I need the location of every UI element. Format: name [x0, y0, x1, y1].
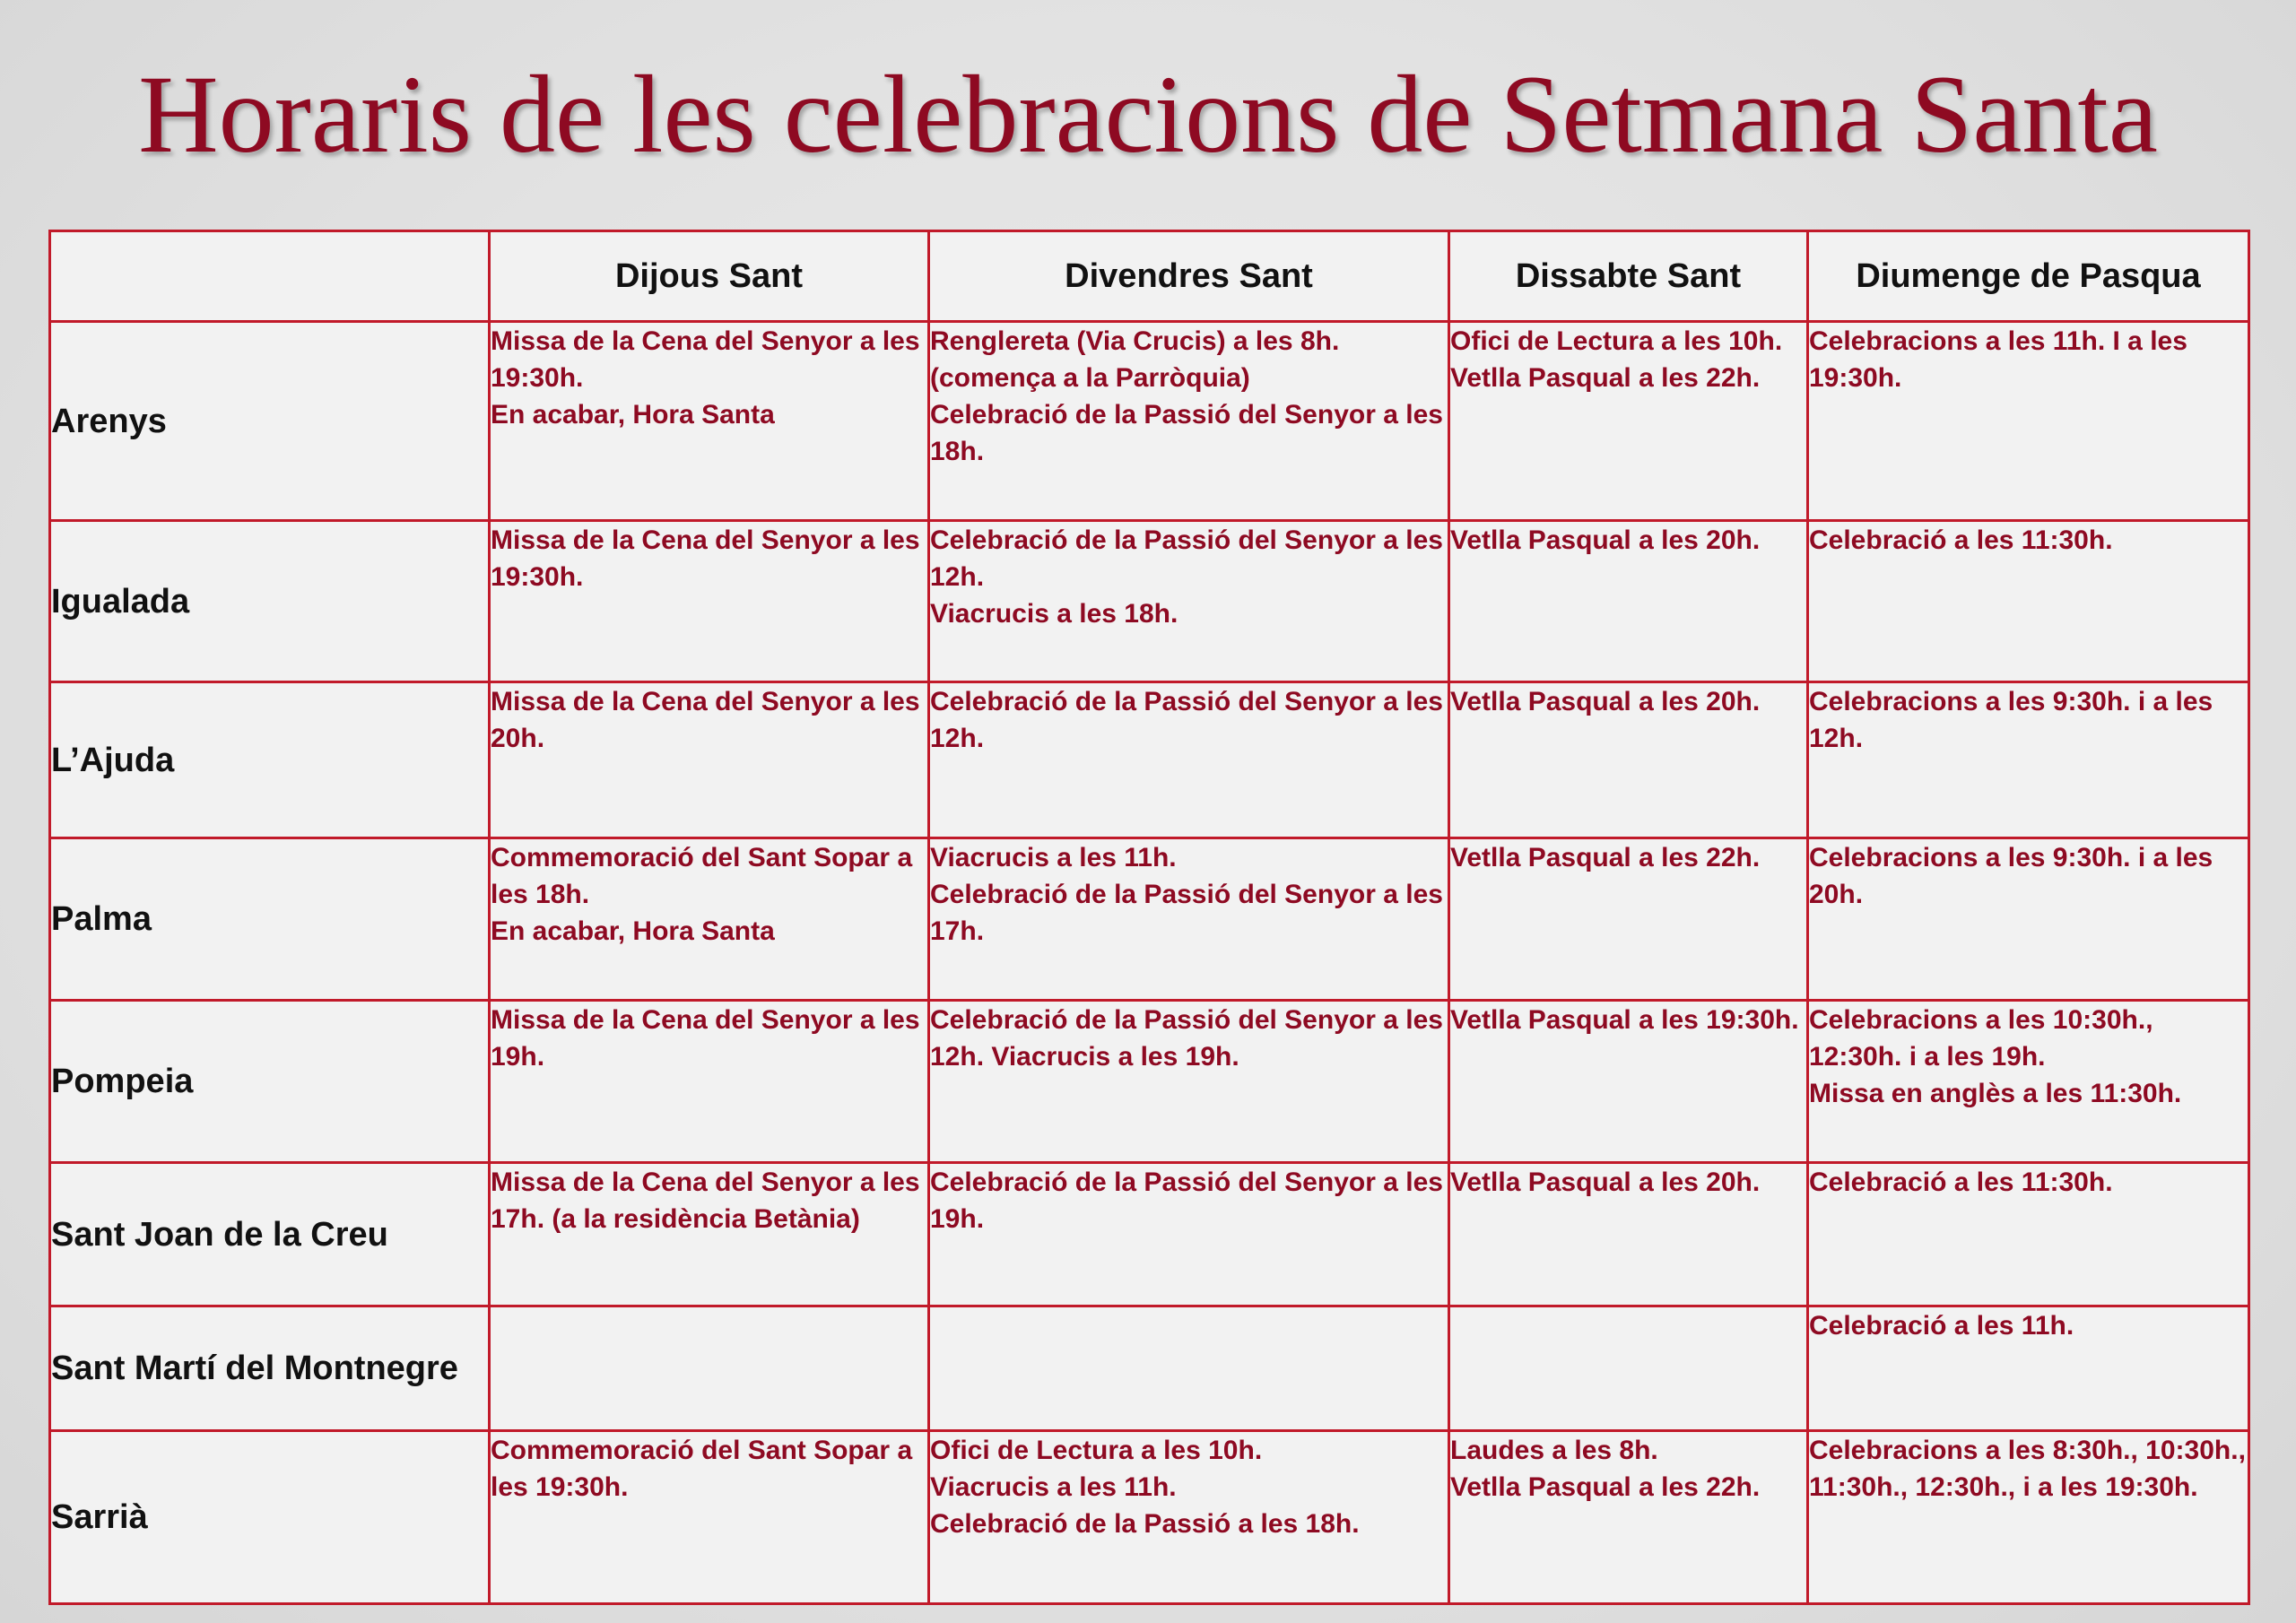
schedule-cell [929, 1306, 1449, 1431]
schedule-cell [1808, 1001, 2249, 1163]
row-header-place: Sarrià [50, 1431, 490, 1604]
schedule-entry: Celebracions a les 9:30h. i a les 20h. [1809, 843, 2213, 909]
schedule-entry: Missa de la Cena del Senyor a les 20h. [491, 687, 920, 753]
header-cell-divendres-sant: Divendres Sant [929, 231, 1449, 322]
table-row [50, 682, 2249, 838]
schedule-cell [929, 1163, 1449, 1306]
row-header-place: Sant Martí del Montnegre [50, 1306, 490, 1431]
schedule-entry: Commemoració del Sant Sopar a les 19:30h. [491, 1436, 913, 1502]
schedule-entry: Celebració de la Passió del Senyor a les 12h. [930, 525, 1443, 592]
schedule-cell [929, 1431, 1449, 1604]
schedule-cell [929, 1001, 1449, 1163]
schedule-entry: Ofici de Lectura a les 10h. [930, 1436, 1263, 1465]
schedule-table [48, 230, 2250, 1605]
table-row [50, 838, 2249, 1001]
schedule-entry: En acabar, Hora Santa [491, 400, 775, 430]
schedule-entry: Vetlla Pasqual a les 19:30h. [1450, 1005, 1799, 1035]
schedule-entry: Celebració de la Passió del Senyor a les 17h. [930, 880, 1443, 946]
table-row [50, 1306, 2249, 1431]
row-header-place: L’Ajuda [50, 682, 490, 838]
schedule-entry: Ofici de Lectura a les 10h. [1450, 326, 1783, 356]
schedule-cell [490, 1163, 929, 1306]
schedule-entry: Vetlla Pasqual a les 22h. [1450, 1472, 1761, 1502]
schedule-entry: Vetlla Pasqual a les 20h. [1450, 687, 1761, 716]
schedule-entry: Missa de la Cena del Senyor a les 17h. (a la residència Betània) [491, 1167, 920, 1234]
header-cell-dissabte-sant: Dissabte Sant [1449, 231, 1808, 322]
schedule-cell [1808, 838, 2249, 1001]
schedule-cell [1449, 1001, 1808, 1163]
schedule-cell [1808, 682, 2249, 838]
schedule-cell [929, 521, 1449, 682]
schedule-cell [1449, 1306, 1808, 1431]
schedule-cell [929, 838, 1449, 1001]
table-body [50, 322, 2249, 1604]
header-cell-diumenge-de-pasqua: Diumenge de Pasqua [1808, 231, 2249, 322]
schedule-entry: Celebracions a les 9:30h. i a les 12h. [1809, 687, 2213, 753]
schedule-entry: Vetlla Pasqual a les 20h. [1450, 525, 1761, 555]
row-header-place: Palma [50, 838, 490, 1001]
schedule-cell [1449, 838, 1808, 1001]
schedule-entry: Celebració a les 11h. [1809, 1311, 2074, 1341]
schedule-entry: Vetlla Pasqual a les 20h. [1450, 1167, 1761, 1197]
schedule-entry: Vetlla Pasqual a les 22h. [1450, 363, 1761, 393]
schedule-entry: Celebracions a les 8:30h., 10:30h., 11:30h., 12:30h., i a les 19:30h. [1809, 1436, 2246, 1502]
schedule-entry: Celebració a les 11:30h. [1809, 1167, 2113, 1197]
schedule-cell [929, 682, 1449, 838]
schedule-entry: Celebració de la Passió del Senyor a les 18h. [930, 400, 1443, 466]
schedule-entry: Viacrucis a les 11h. [930, 843, 1177, 872]
row-header-place: Arenys [50, 322, 490, 521]
schedule-cell [490, 838, 929, 1001]
schedule-cell [1449, 1163, 1808, 1306]
header-row [50, 231, 2249, 322]
schedule-entry: Celebració de la Passió del Senyor a les 12h. [930, 687, 1443, 753]
schedule-cell [1449, 521, 1808, 682]
schedule-cell [490, 682, 929, 838]
schedule-entry: Vetlla Pasqual a les 22h. [1450, 843, 1761, 872]
schedule-entry: Viacrucis a les 11h. [930, 1472, 1177, 1502]
schedule-cell [490, 521, 929, 682]
table-row [50, 521, 2249, 682]
schedule-entry: Celebració a les 11:30h. [1809, 525, 2113, 555]
schedule-entry: Celebracions a les 11h. I a les 19:30h. [1809, 326, 2187, 393]
schedule-cell [490, 1001, 929, 1163]
schedule-entry: Commemoració del Sant Sopar a les 18h. [491, 843, 913, 909]
schedule-cell [1449, 682, 1808, 838]
table-row [50, 1163, 2249, 1306]
schedule-cell [1449, 1431, 1808, 1604]
schedule-cell [490, 322, 929, 521]
schedule-cell [1808, 322, 2249, 521]
row-header-place: Pompeia [50, 1001, 490, 1163]
schedule-entry: Laudes a les 8h. [1450, 1436, 1658, 1465]
row-header-place: Sant Joan de la Creu [50, 1163, 490, 1306]
schedule-cell [490, 1306, 929, 1431]
schedule-entry: Missa de la Cena del Senyor a les 19h. [491, 1005, 920, 1072]
schedule-cell [1808, 1431, 2249, 1604]
header-cell-dijous-sant: Dijous Sant [490, 231, 929, 322]
row-header-place: Igualada [50, 521, 490, 682]
schedule-cell [1449, 322, 1808, 521]
header-cell-corner [50, 231, 490, 322]
schedule-cell [1808, 521, 2249, 682]
schedule-entry: Missa de la Cena del Senyor a les 19:30h. [491, 326, 920, 393]
schedule-entry: En acabar, Hora Santa [491, 916, 775, 946]
schedule-entry: Celebració de la Passió a les 18h. [930, 1509, 1360, 1539]
schedule-cell [1808, 1306, 2249, 1431]
schedule-cell [1808, 1163, 2249, 1306]
schedule-cell [490, 1431, 929, 1604]
schedule-entry: Celebració de la Passió del Senyor a les 12h. Viacrucis a les 19h. [930, 1005, 1443, 1072]
schedule-entry: Viacrucis a les 18h. [930, 599, 1178, 629]
table-row [50, 1001, 2249, 1163]
table-row [50, 322, 2249, 521]
schedule-entry: Celebracions a les 10:30h., 12:30h. i a les 19h. [1809, 1005, 2153, 1072]
schedule-entry: Renglereta (Via Crucis) a les 8h. (comença a la Parròquia) [930, 326, 1340, 393]
schedule-entry: Celebració de la Passió del Senyor a les 19h. [930, 1167, 1443, 1234]
schedule-entry: Missa de la Cena del Senyor a les 19:30h. [491, 525, 920, 592]
page-title: Horaris de les celebracions de Setmana Santa [138, 53, 2158, 176]
schedule-cell [929, 322, 1449, 521]
schedule-entry: Missa en anglès a les 11:30h. [1809, 1079, 2182, 1108]
table-row [50, 1431, 2249, 1604]
